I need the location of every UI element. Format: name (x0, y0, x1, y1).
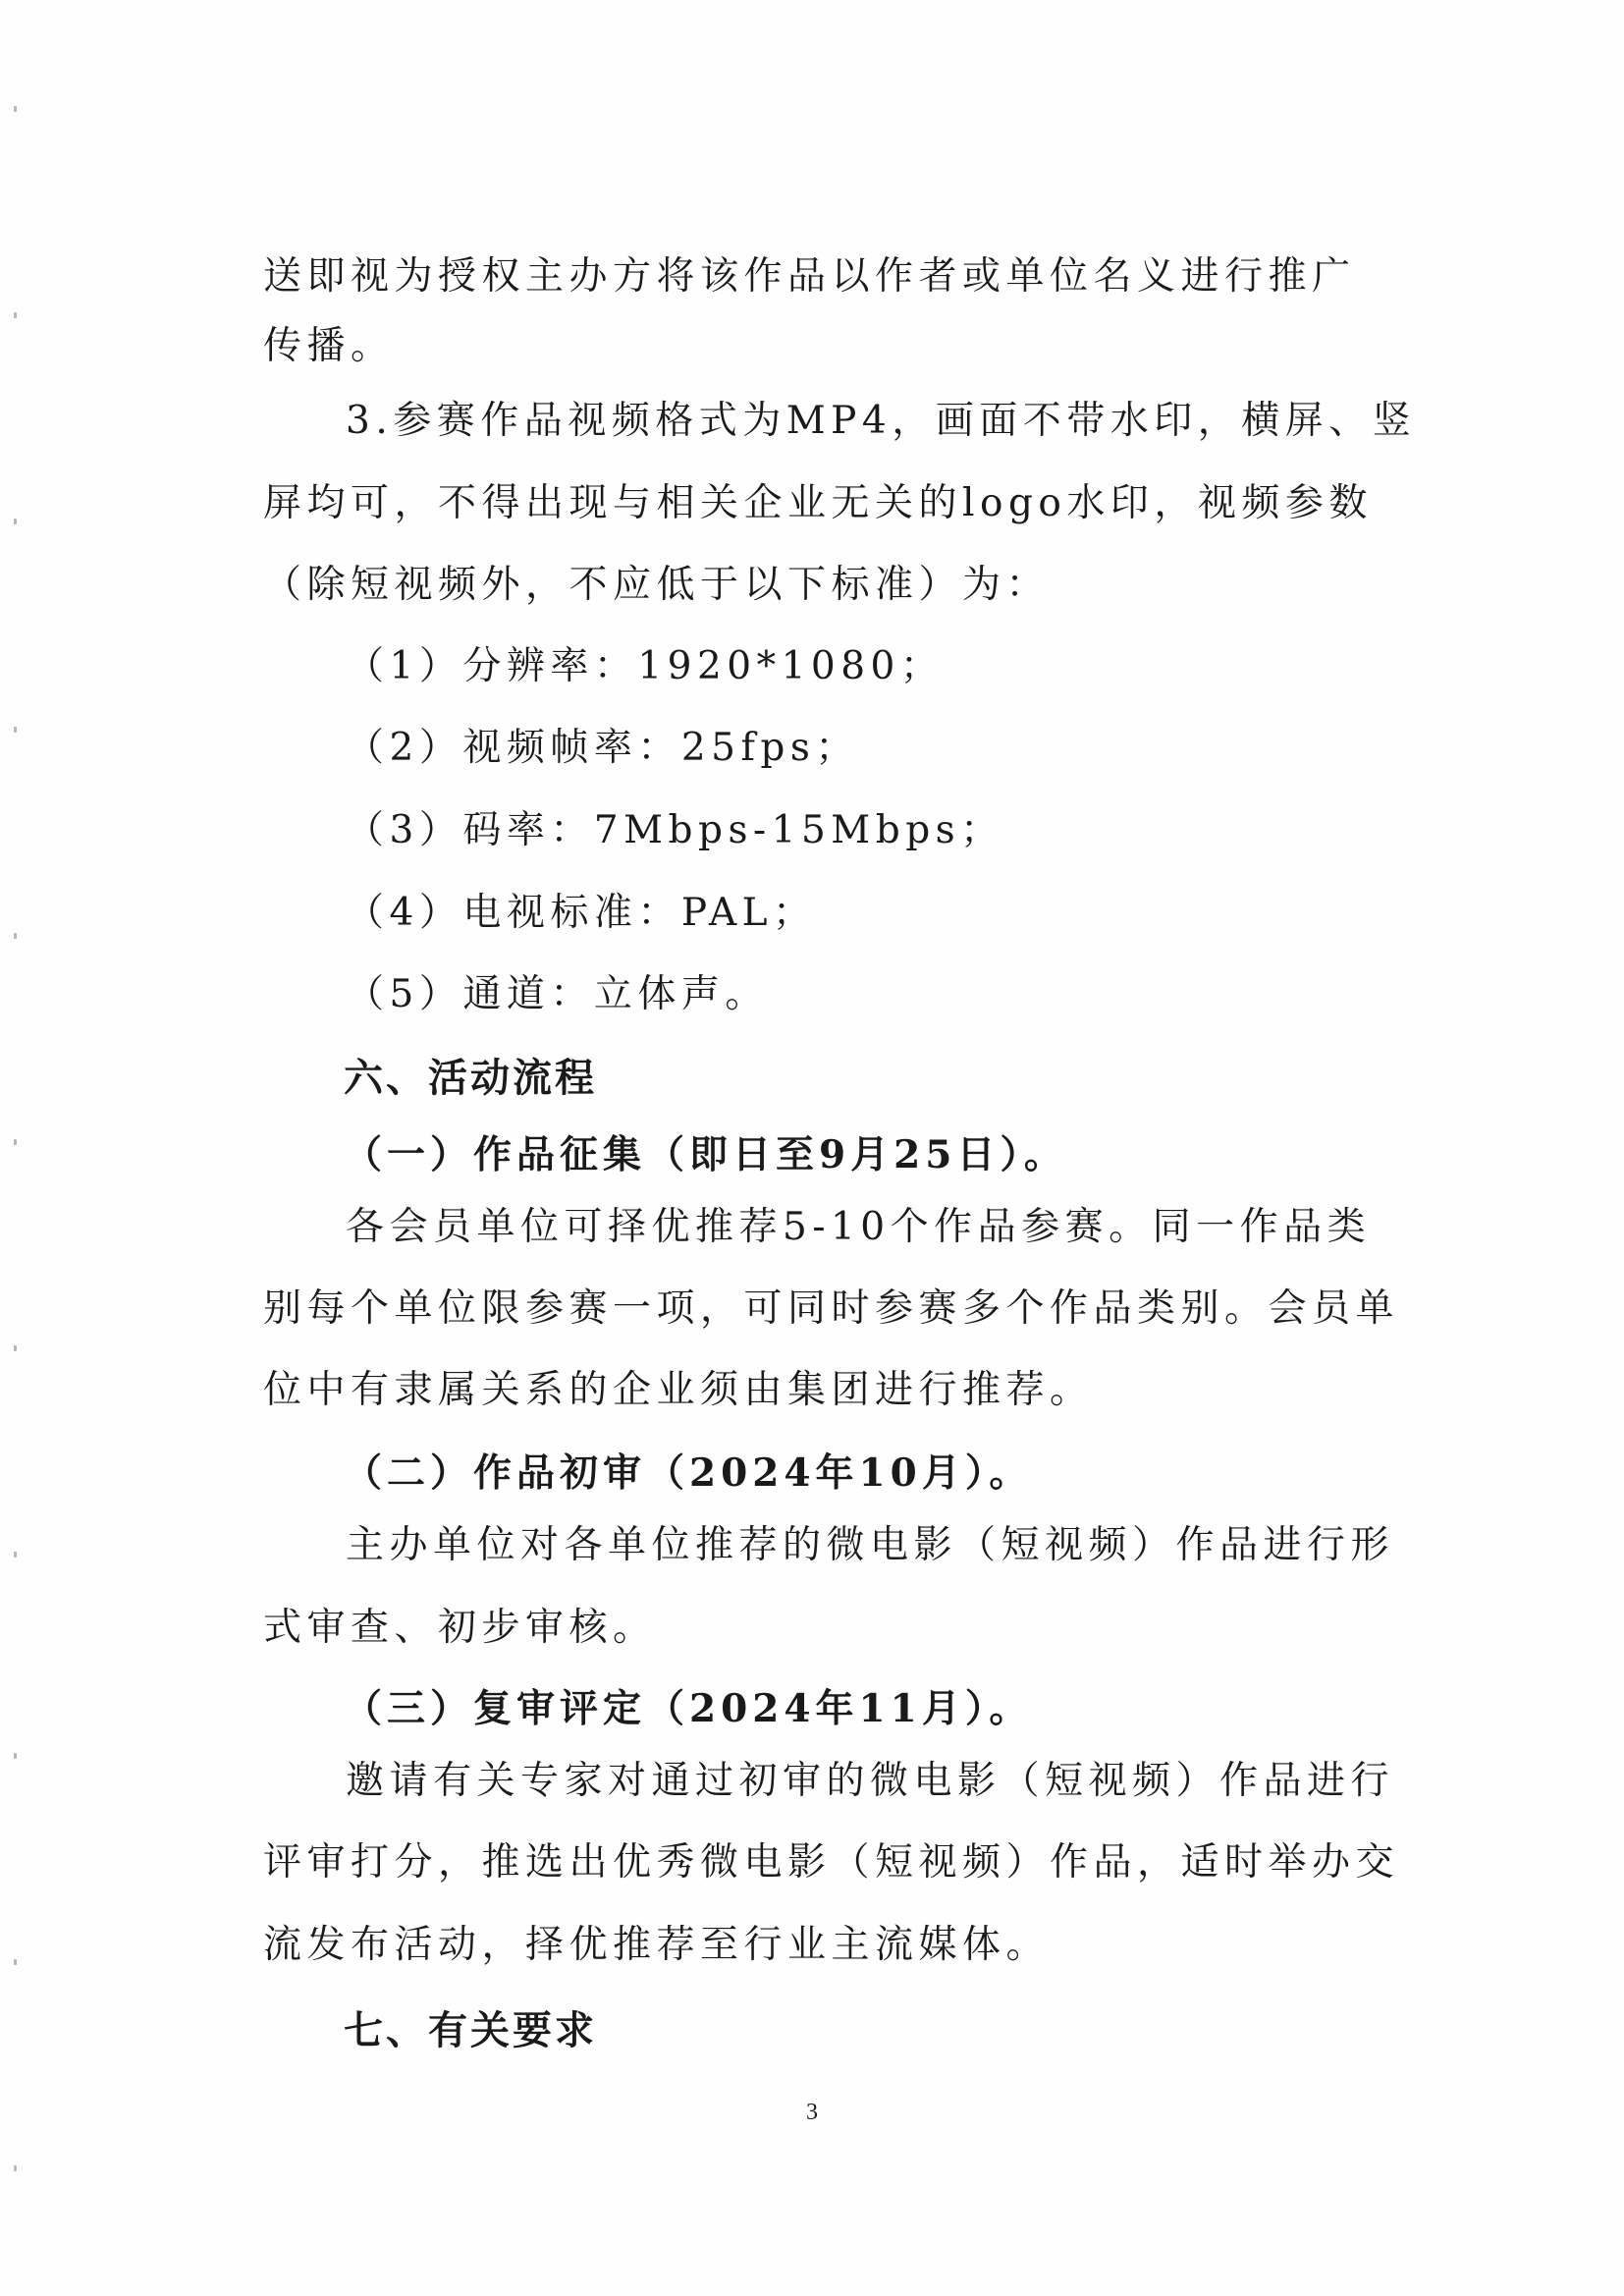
paragraph-line: 屏均可，不得出现与相关企业无关的logo水印，视频参数 (263, 481, 1373, 525)
scan-mark (14, 106, 17, 112)
paragraph-line: 位中有隶属关系的企业须由集团进行推荐。 (263, 1368, 1094, 1412)
scan-mark (14, 1345, 17, 1351)
subsection-heading: （二）作品初审（2024年10月）。 (344, 1450, 1033, 1496)
section-heading: 六、活动流程 (344, 1056, 597, 1101)
list-item: （4）电视标准：PAL； (346, 891, 817, 935)
scan-mark (14, 1139, 17, 1145)
section-heading: 七、有关要求 (344, 2008, 597, 2053)
scan-mark (14, 2165, 17, 2171)
paragraph-line: 别每个单位限参赛一项，可同时参赛多个作品类别。会员单 (263, 1286, 1400, 1331)
paragraph-line: 主办单位对各单位推荐的微电影（短视频）作品进行形 (346, 1523, 1395, 1567)
list-item: （1）分辨率：1920*1080； (346, 644, 945, 688)
paragraph-line: 各会员单位可择优推荐5-10个作品参赛。同一作品类 (346, 1205, 1372, 1249)
paragraph-line: 评审打分，推选出优秀微电影（短视频）作品，适时举办交 (263, 1840, 1400, 1885)
page-number: 3 (806, 2100, 818, 2125)
scan-mark (14, 727, 17, 733)
scan-mark (14, 1959, 17, 1965)
paragraph-line: 3.参赛作品视频格式为MP4，画面不带水印，横屏、竖 (346, 399, 1417, 443)
paragraph-line: 流发布活动，择优推荐至行业主流媒体。 (263, 1923, 1051, 1967)
scan-mark (14, 933, 17, 939)
paragraph-line: 式审查、初步审核。 (263, 1606, 657, 1650)
paragraph-line: 邀请有关专家对通过初审的微电影（短视频）作品进行 (346, 1759, 1395, 1803)
paragraph-line: 传播。 (263, 324, 395, 368)
paragraph-line: 送即视为授权主办方将该作品以作者或单位名义进行推广 (263, 254, 1356, 299)
paragraph-line: （除短视频外，不应低于以下标准）为： (263, 563, 1051, 607)
scan-mark (14, 312, 17, 318)
scan-mark (14, 1552, 17, 1558)
list-item: （3）码率：7Mbps-15Mbps； (346, 808, 1004, 852)
subsection-heading: （一）作品征集（即日至9月25日）。 (344, 1132, 1067, 1177)
list-item: （5）通道：立体声。 (346, 972, 769, 1016)
subsection-heading: （三）复审评定（2024年11月）。 (344, 1686, 1033, 1731)
scan-mark (14, 519, 17, 524)
scan-mark (14, 1753, 17, 1759)
list-item: （2）视频帧率：25fps； (346, 726, 859, 770)
